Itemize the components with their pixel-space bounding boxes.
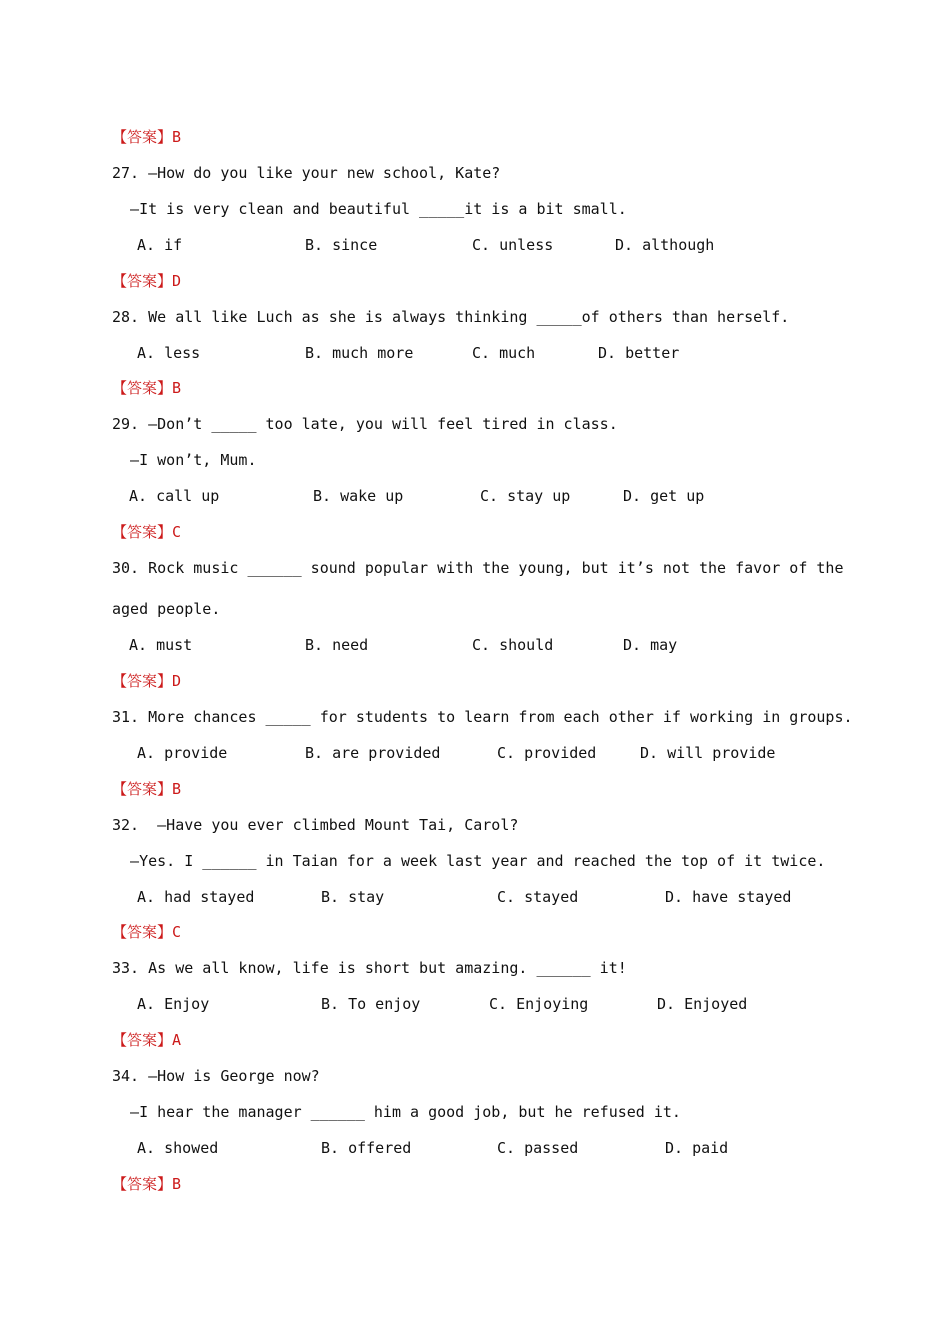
question-29-option-c: C. stay up	[480, 487, 571, 505]
question-27-option-d: D. although	[615, 236, 715, 254]
question-31-option-d: D. will provide	[640, 744, 776, 762]
question-28-option-d: D. better	[598, 344, 680, 362]
question-32-option-d: D. have stayed	[665, 888, 792, 906]
question-33-option-c: C. Enjoying	[489, 995, 589, 1013]
question-33-stem: 33. As we all know, life is short but amazing. ______ it!	[112, 959, 627, 977]
question-27-answer	[112, 271, 181, 291]
answer-label: 【答案】	[112, 672, 173, 690]
answer-value: D	[172, 272, 182, 290]
question-30-stem: 30. Rock music ______ sound popular with the young, but it’s not the favor of the	[112, 559, 844, 577]
answer-label: 【答案】	[112, 272, 173, 290]
answer-label: 【答案】	[112, 1031, 173, 1049]
question-33-answer	[112, 1030, 181, 1050]
question-27-option-a: A. if	[137, 236, 183, 254]
answer-label: 【答案】	[112, 379, 173, 397]
question-33-option-d: D. Enjoyed	[657, 995, 748, 1013]
answer-label: 【答案】	[112, 128, 173, 146]
question-30-option-b: B. need	[305, 636, 369, 654]
question-34-answer	[112, 1174, 181, 1194]
question-34-option-b: B. offered	[321, 1139, 412, 1157]
answer-value: B	[172, 780, 182, 798]
question-34-option-d: D. paid	[665, 1139, 729, 1157]
answer-value: D	[172, 672, 182, 690]
question-29-stem: 29. —Don’t _____ too late, you will feel tired in class.	[112, 415, 618, 433]
answer-value: C	[172, 923, 182, 941]
answer-label: 【答案】	[112, 780, 173, 798]
answer-line	[112, 127, 181, 147]
question-32-option-a: A. had stayed	[137, 888, 255, 906]
question-30-option-c: C. should	[472, 636, 554, 654]
answer-value: C	[172, 523, 182, 541]
answer-label: 【答案】	[112, 1175, 173, 1193]
question-27-option-b: B. since	[305, 236, 378, 254]
question-30-answer	[112, 671, 181, 691]
question-34-option-c: C. passed	[497, 1139, 579, 1157]
question-27-stem: 27. —How do you like your new school, Kate?	[112, 164, 501, 182]
question-29-option-a: A. call up	[129, 487, 220, 505]
question-30-line-2: aged people.	[112, 600, 221, 618]
question-34-line-2: —I hear the manager ______ him a good job, but he refused it.	[112, 1103, 681, 1121]
question-31-answer	[112, 779, 181, 799]
question-31-option-b: B. are provided	[305, 744, 441, 762]
question-32-option-c: C. stayed	[497, 888, 579, 906]
answer-label: 【答案】	[112, 523, 173, 541]
question-31-option-c: C. provided	[497, 744, 597, 762]
question-29-line-2: —I won’t, Mum.	[112, 451, 257, 469]
question-28-stem: 28. We all like Luch as she is always thinking _____of others than herself.	[112, 308, 790, 326]
question-28-answer	[112, 378, 181, 398]
question-27-line-2: —It is very clean and beautiful _____it is a bit small.	[112, 200, 627, 218]
question-32-line-2: —Yes. I ______ in Taian for a week last year and reached the top of it twice.	[112, 852, 826, 870]
question-33-option-b: B. To enjoy	[321, 995, 421, 1013]
question-32-stem: 32. —Have you ever climbed Mount Tai, Carol?	[112, 816, 519, 834]
question-31-stem: 31. More chances _____ for students to learn from each other if working in groups.	[112, 708, 853, 726]
question-30-option-a: A. must	[129, 636, 193, 654]
answer-label: 【答案】	[112, 923, 173, 941]
question-32-answer	[112, 922, 181, 942]
question-29-answer	[112, 522, 181, 542]
question-27-option-c: C. unless	[472, 236, 554, 254]
answer-value: B	[172, 1175, 182, 1193]
answer-value: A	[172, 1031, 182, 1049]
question-32-option-b: B. stay	[321, 888, 385, 906]
question-34-stem: 34. —How is George now?	[112, 1067, 320, 1085]
question-28-option-b: B. much more	[305, 344, 414, 362]
question-28-option-a: A. less	[137, 344, 201, 362]
answer-value: B	[172, 379, 182, 397]
question-28-option-c: C. much	[472, 344, 536, 362]
question-31-option-a: A. provide	[137, 744, 228, 762]
question-29-option-d: D. get up	[623, 487, 705, 505]
question-29-option-b: B. wake up	[313, 487, 404, 505]
question-34-option-a: A. showed	[137, 1139, 219, 1157]
question-30-option-d: D. may	[623, 636, 678, 654]
answer-value: B	[172, 128, 182, 146]
question-33-option-a: A. Enjoy	[137, 995, 210, 1013]
